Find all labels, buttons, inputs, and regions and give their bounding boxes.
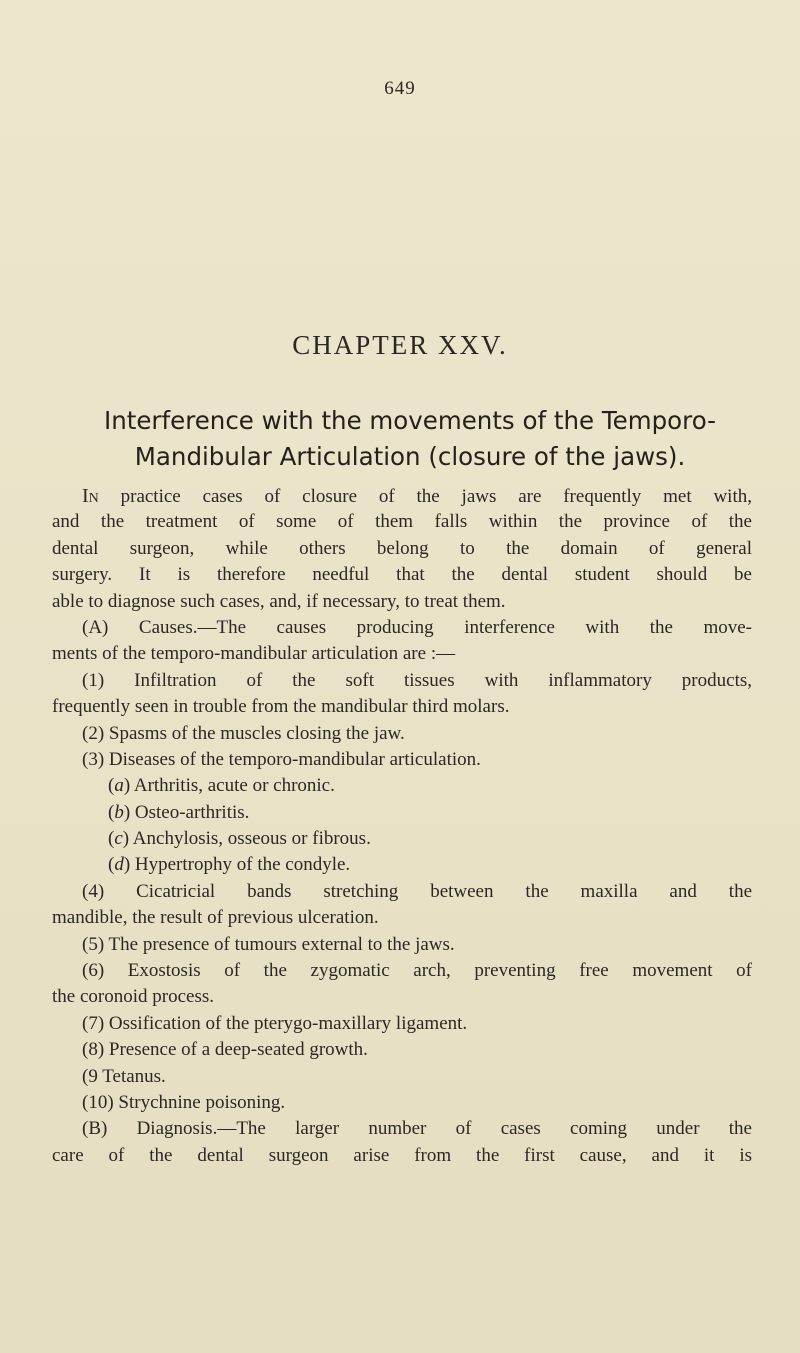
item-text: Anchylosis, osseous or fibrous. (129, 828, 371, 850)
text-line: and the treatment of some of them falls within the province of the (52, 511, 752, 533)
text-line: (8) Presence of a deep-seated growth. (82, 1039, 368, 1061)
text-line: care of the dental surgeon arise from the first cause, and it is (52, 1144, 752, 1166)
text-line: (7) Ossification of the pterygo-maxillary ligament. (82, 1012, 468, 1034)
text-line: ments of the temporo-mandibular articulation are :— (52, 643, 456, 665)
item-label: b (114, 801, 124, 823)
text-line-content: practice cases of closure of the jaws are frequently met with, (98, 486, 752, 507)
text-line: mandible, the result of previous ulceration. (52, 907, 379, 929)
text-line: (4) Cicatricial bands stretching between the maxilla and the (82, 880, 752, 902)
body-text (52, 483, 752, 1169)
text-line: (9 Tetanus. (82, 1065, 166, 1087)
text-line: (1) Infiltration of the soft tissues with inflammatory products, (82, 669, 752, 691)
heading-line-2: Mandibular Articulation (closure of the jaws). (134, 442, 686, 471)
text-line: (10) Strychnine poisoning. (82, 1091, 286, 1113)
list-item: (a) Arthritis, acute or chronic. (108, 775, 335, 797)
text-line: (5) The presence of tumours external to the jaws. (82, 933, 455, 955)
item-text: Osteo-arthritis. (130, 801, 250, 823)
item-text: Hypertrophy of the condyle. (130, 854, 351, 876)
chapter-title: CHAPTER XXV. (292, 330, 508, 360)
item-text: Arthritis, acute or chronic. (130, 775, 335, 797)
text-line: frequently seen in trouble from the mandibular third molars. (52, 696, 510, 718)
list-item: (b) Osteo-arthritis. (108, 801, 250, 823)
text-line: surgery. It is therefore needful that the dental student should be (52, 564, 752, 586)
drop-word: In (82, 485, 99, 507)
text-line: the coronoid process. (52, 986, 214, 1008)
text-line: able to diagnose such cases, and, if necessary, to treat them. (52, 590, 506, 612)
text-line: dental surgeon, while others belong to the domain of general (52, 537, 752, 559)
list-item: (d) Hypertrophy of the condyle. (108, 854, 351, 876)
chapter-heading (60, 403, 760, 475)
text-line: (6) Exostosis of the zygomatic arch, preventing free movement of (82, 960, 752, 982)
item-label: c (114, 828, 123, 850)
text-line: (2) Spasms of the muscles closing the jaw. (82, 722, 405, 744)
text-line: (A) Causes.—The causes producing interference with the move- (82, 616, 752, 638)
item-label: a (114, 775, 124, 797)
list-item: (c) Anchylosis, osseous or fibrous. (108, 828, 371, 850)
page-number: 649 (384, 78, 416, 99)
heading-line-1: Interference with the movements of the Temporo- (104, 406, 716, 435)
text-line (52, 483, 752, 509)
text-line: (B) Diagnosis.—The larger number of cases coming under the (82, 1118, 752, 1140)
item-label: d (114, 854, 124, 876)
text-line: (3) Diseases of the temporo-mandibular articulation. (82, 748, 481, 770)
